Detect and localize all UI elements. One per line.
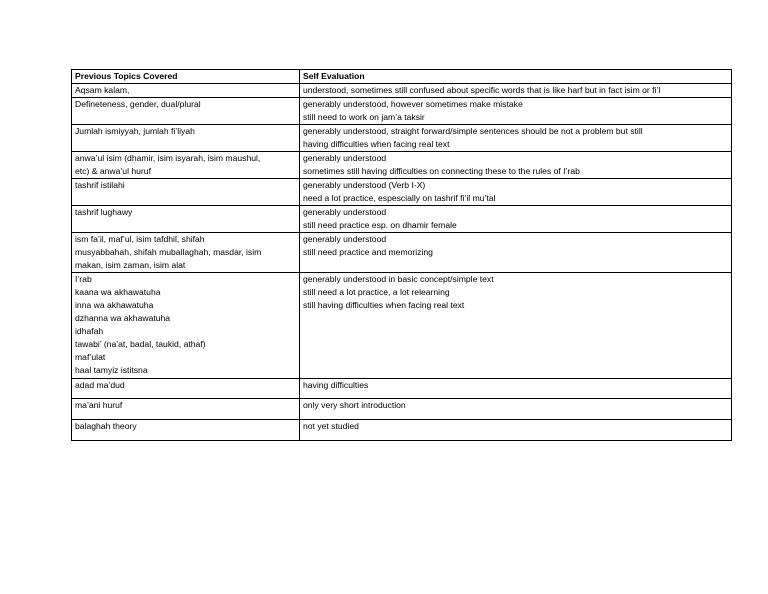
evaluation-cell [300,379,732,399]
evaluation-cell [300,152,732,179]
table-row [72,233,732,273]
table-row [72,206,732,233]
evaluation-line: generably understood, however sometimes make mistake [303,99,523,109]
topic-cell [72,273,300,379]
topic-cell [72,233,300,273]
topic-cell [72,98,300,125]
evaluation-line: need a lot practice, espescially on tashrif fi’il mu’tal [303,193,496,203]
topic-line: Jumlah ismiyyah, jumlah fi’liyah [75,126,195,136]
evaluation-line: having difficulties [303,380,369,390]
topic-cell [72,179,300,206]
evaluation-cell [300,420,732,441]
table-row [72,84,732,98]
evaluation-line: only very short introduction [303,400,406,410]
table-row [72,98,732,125]
topic-line: dzhanna wa akhawatuha [75,313,171,323]
topic-line: idhafah [75,326,104,336]
topic-line: haal tamyiz istitsna [75,365,148,375]
evaluation-cell [300,206,732,233]
table-row [72,379,732,399]
table-row [72,152,732,179]
evaluation-line: having difficulties when facing real text [303,139,450,149]
evaluation-cell [300,273,732,379]
topic-line: inna wa akhawatuha [75,300,154,310]
topic-line: balaghah theory [75,421,137,431]
evaluation-line: understood, sometimes still confused about specific words that is like harf but in fact isim or fi’l [303,85,661,95]
evaluation-line: not yet studied [303,421,359,431]
evaluation-line: still need practice esp. on dhamir female [303,220,457,230]
topic-line: kaana wa akhawatuha [75,287,161,297]
evaluation-cell [300,98,732,125]
table-row [72,273,732,379]
evaluation-line: generably understood in basic concept/simple text [303,274,494,284]
topic-line: ism fa’il, maf’ul, isim tafdhil, shifah [75,234,205,244]
topic-line: maf’ulat [75,352,106,362]
evaluation-line: generably understood [303,153,387,163]
table-row [72,420,732,441]
topic-line: tashrif istilahi [75,180,125,190]
topic-cell [72,399,300,420]
topic-line: ma’ani huruf [75,400,123,410]
evaluation-line: still having difficulties when facing real text [303,300,465,310]
table-row [72,179,732,206]
evaluation-line: sometimes still having difficulties on connecting these to the rules of I’rab [303,166,580,176]
evaluation-line: still need practice and memorizing [303,247,433,257]
topic-line: etc) & anwa’ul huruf [75,166,151,176]
header-self-evaluation: Self Evaluation [300,70,732,84]
evaluation-line: generably understood [303,207,387,217]
topic-cell [72,379,300,399]
topic-cell [72,84,300,98]
topic-line: tawabi’ (na’at, badal, taukid, athaf) [75,339,206,349]
topic-cell [72,152,300,179]
evaluation-cell [300,179,732,206]
topic-line: tashrif lughawy [75,207,133,217]
header-previous-topics: Previous Topics Covered [72,70,300,84]
topic-cell [72,206,300,233]
table-row [72,399,732,420]
table-row [72,125,732,152]
topic-line: anwa’ul isim (dhamir, isim isyarah, isim maushul, [75,153,261,163]
evaluation-line: generably understood, straight forward/simple sentences should be not a problem but still [303,126,643,136]
table-body [72,84,732,441]
evaluation-line: generably understood (Verb I-X) [303,180,426,190]
evaluation-line: still need a lot practice, a lot relearning [303,287,450,297]
topic-line: Aqsam kalam, [75,85,130,95]
table-header-row [72,70,732,84]
topics-evaluation-table [71,69,732,441]
topic-line: Defineteness, gender, dual/plural [75,99,201,109]
topic-line: I’rab [75,274,92,284]
topic-cell [72,125,300,152]
evaluation-cell [300,399,732,420]
topic-cell [72,420,300,441]
evaluation-cell [300,125,732,152]
evaluation-cell [300,233,732,273]
topic-line: makan, isim zaman, isim alat [75,260,186,270]
topic-line: musyabbahah, shifah muballaghah, masdar, isim [75,247,262,257]
evaluation-line: generably understood [303,234,387,244]
evaluation-cell [300,84,732,98]
topic-line: adad ma’dud [75,380,125,390]
evaluation-line: still need to work on jam’a taksir [303,112,425,122]
